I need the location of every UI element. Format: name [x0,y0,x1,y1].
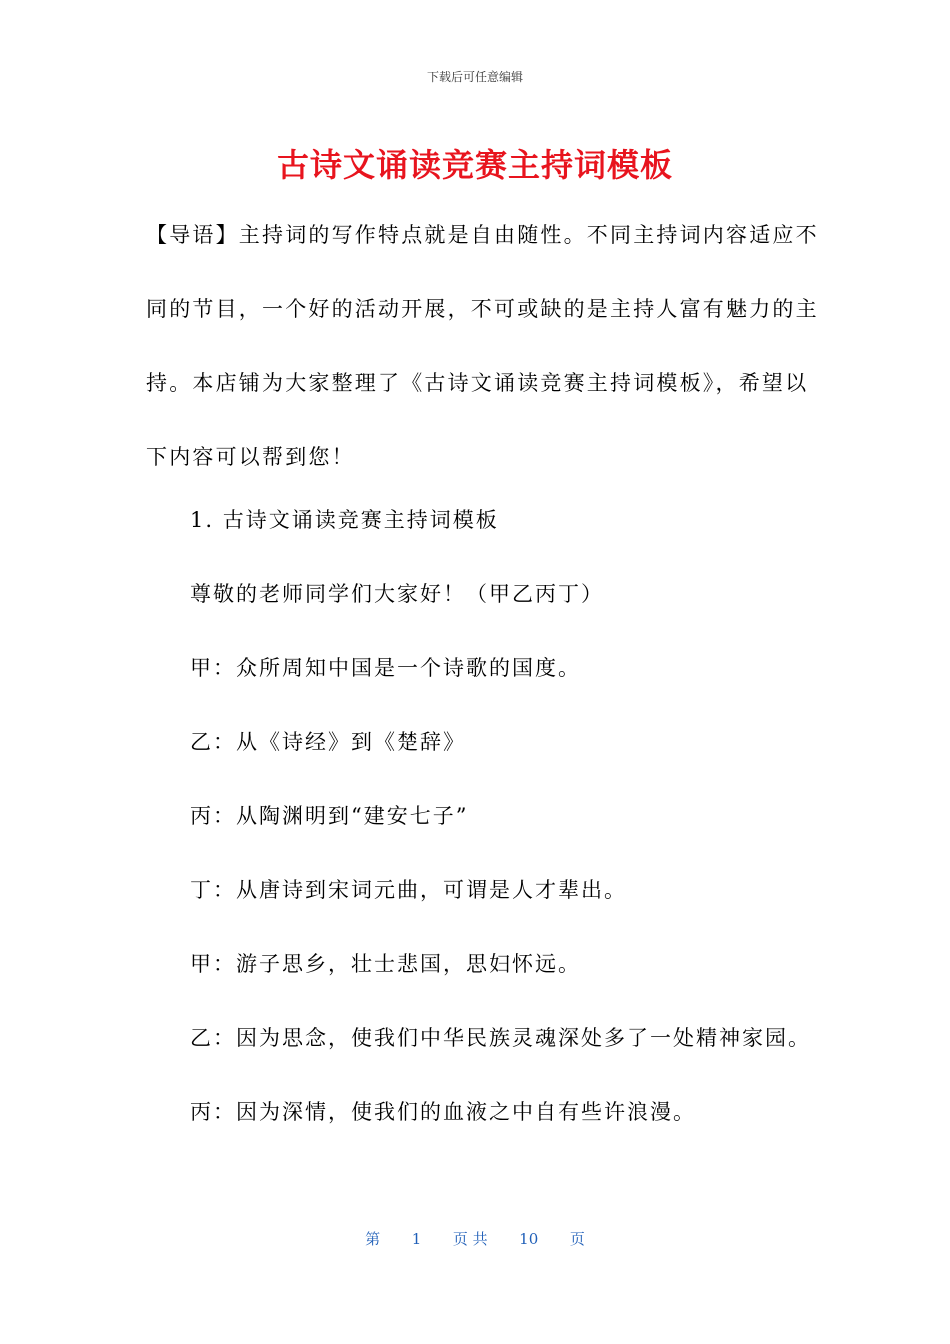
intro-line: 下内容可以帮到您！ [146,445,355,469]
dialogue-line: 乙：因为思念，使我们中华民族灵魂深处多了一处精神家园。 [190,1026,811,1050]
dialogue-line: 丁：从唐诗到宋词元曲，可谓是人才辈出。 [190,878,627,902]
intro-line: 【导语】主持词的写作特点就是自由随性。不同主持词内容适应不 [146,223,819,247]
download-note: 下载后可任意编辑 [426,70,523,84]
current-page-number: 1 [411,1230,422,1248]
dialogue-line: 丙：因为深情，使我们的血液之中自有些许浪漫。 [190,1100,696,1124]
dialogue-line: 丙：从陶渊明到“建安七子” [190,804,469,828]
footer-suffix: 页 [569,1230,585,1248]
footer-prefix: 第 [365,1230,381,1248]
section-heading: 1. 古诗文诵读竞赛主持词模板 [190,508,499,532]
intro-line: 同的节目，一个好的活动开展，不可或缺的是主持人富有魅力的主 [146,297,819,321]
dialogue-line: 甲：游子思乡，壮士悲国，思妇怀远。 [190,952,581,976]
document-title: 古诗文诵读竞赛主持词模板 [276,146,673,184]
total-pages: 10 [519,1230,539,1248]
greeting-line: 尊敬的老师同学们大家好！（甲乙丙丁） [190,582,604,606]
intro-line: 持。本店铺为大家整理了《古诗文诵读竞赛主持词模板》，希望以 [146,371,809,395]
dialogue-line: 甲：众所周知中国是一个诗歌的国度。 [190,656,581,680]
page-footer [0,1228,950,1249]
footer-middle: 页 共 [452,1230,488,1248]
dialogue-line: 乙：从《诗经》到《楚辞》 [190,730,466,754]
intro-paragraph [146,198,819,494]
